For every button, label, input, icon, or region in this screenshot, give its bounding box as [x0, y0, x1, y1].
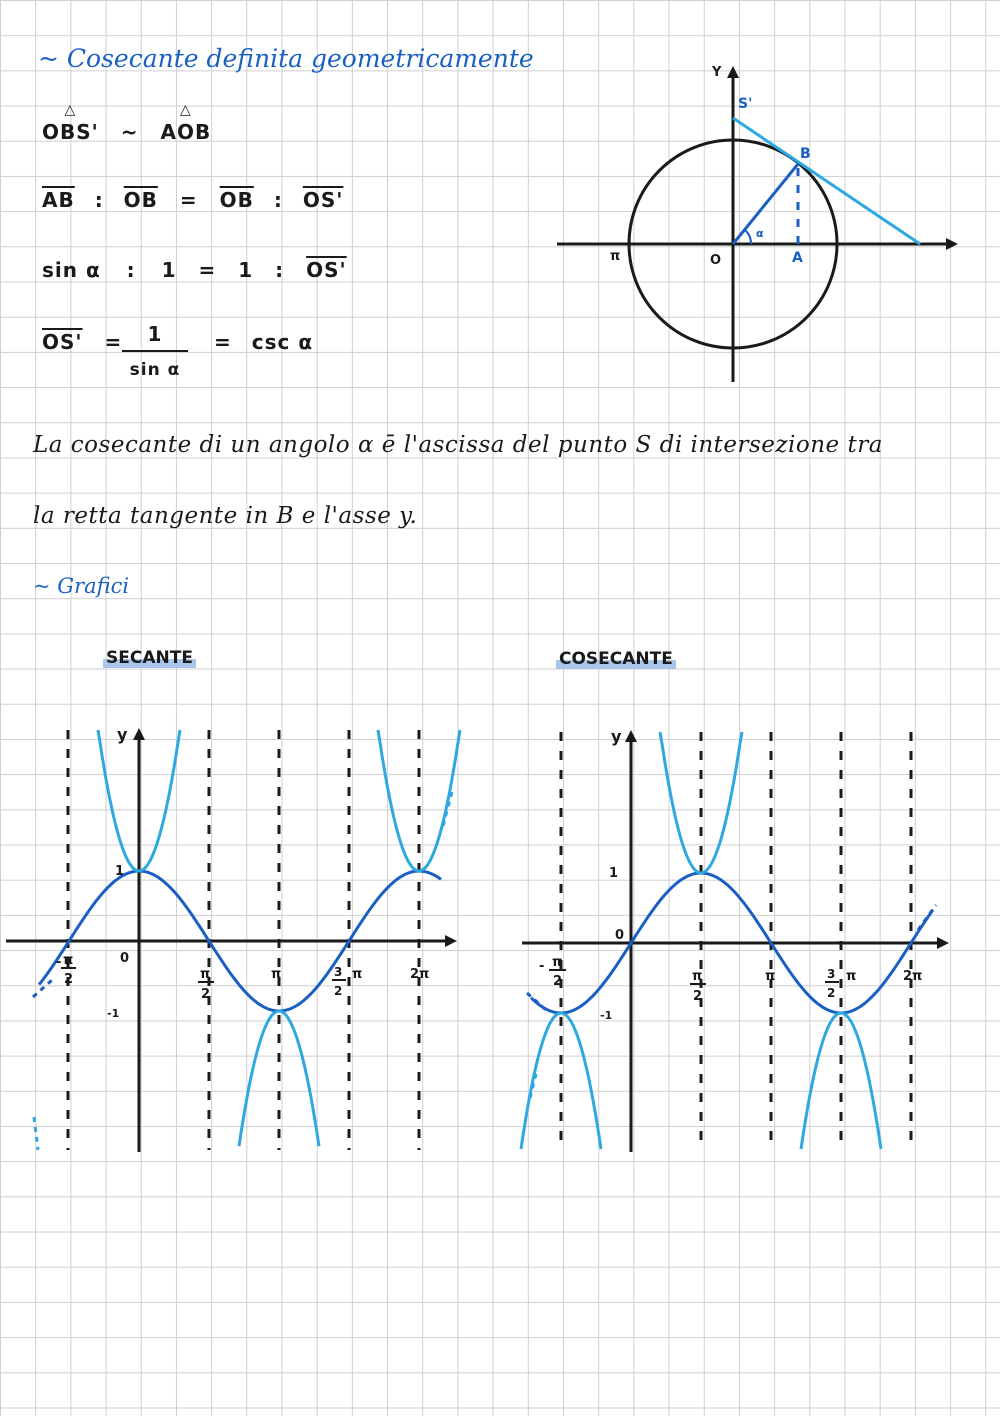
paragraph-line-2: la retta tangente in B e l'asse y.: [33, 503, 418, 529]
asymptotes: [561, 732, 911, 1150]
x-axis-arrow-icon: [937, 937, 949, 949]
numerator-three: 3: [827, 967, 836, 981]
minus-sign: -: [56, 955, 62, 970]
denominator-two: 2: [693, 989, 703, 1004]
label-minus-one: -1: [600, 1009, 613, 1022]
tick-label-two-pi: 2π: [410, 967, 430, 982]
csc-alpha: csc α: [251, 330, 314, 354]
pi-symbol: π: [552, 955, 563, 970]
tilde-bullet: ~: [33, 574, 51, 598]
cosecant-branches: [521, 732, 936, 1149]
label-y: Y: [712, 65, 722, 80]
section-title-text: Grafici: [57, 574, 130, 598]
graph-title-secante: SECANTE: [103, 648, 196, 668]
graph-title-cosecante: COSECANTE: [556, 649, 676, 669]
one-value: 1: [161, 258, 177, 282]
fraction-numerator: 1: [122, 322, 188, 352]
triangle-aob: △ AOB: [160, 120, 211, 144]
label-pi: π: [610, 249, 621, 264]
tick-label-pi-half: [690, 969, 706, 1004]
label-o: O: [710, 253, 722, 268]
denominator-two: 2: [827, 986, 836, 1000]
denominator-two: 2: [553, 974, 563, 989]
segment-os: OS': [42, 330, 83, 354]
equals-sign: =: [198, 258, 217, 282]
denominator-two: 2: [334, 984, 343, 998]
segment-os: OS': [302, 188, 344, 212]
segment-ob: $\overline{OB}$: [123, 188, 158, 212]
label-y: y: [611, 727, 622, 746]
section-title-text: Cosecante definita geometricamente: [66, 44, 534, 73]
similar-symbol: ~: [120, 120, 139, 144]
pi-symbol: π: [352, 967, 363, 982]
equals-sign: =: [214, 330, 232, 354]
tick-label-two-pi: 2π: [903, 969, 923, 984]
paragraph-line-1: La cosecante di un angolo α ē l'ascissa del punto S di intersezione tra: [33, 432, 883, 458]
triangle-obs: △ OBS': [42, 120, 99, 144]
numerator-three: 3: [334, 965, 343, 979]
segment-ab: $\overline{AB}$: [42, 188, 75, 212]
label-s: S': [738, 96, 753, 112]
label-minus-one: -1: [107, 1007, 120, 1020]
denominator-two: 2: [64, 972, 74, 987]
y-axis-arrow-icon: [625, 730, 637, 742]
label-one: 1: [115, 864, 125, 879]
minus-sign: -: [539, 959, 545, 974]
ratio-colon: :: [94, 188, 104, 212]
segment-ob-2: $\overline{OB}$: [219, 188, 254, 212]
tick-label-minus-pi-half: [539, 955, 566, 989]
fraction-denominator: sin α: [129, 360, 181, 380]
label-zero: 0: [615, 928, 625, 943]
label-one: 1: [609, 866, 619, 881]
equals-sign: =: [104, 330, 123, 354]
tilde-bullet: ~: [38, 44, 59, 73]
branch-continuation: [527, 993, 546, 1010]
ratio-colon-2: :: [273, 188, 283, 212]
tick-label-pi: π: [271, 967, 282, 982]
pi-symbol: π: [200, 967, 211, 982]
label-b: B: [800, 146, 811, 162]
label-a: A: [792, 250, 803, 266]
segment-os: OS': [306, 258, 347, 282]
pi-symbol: π: [63, 953, 74, 968]
equals-sign: =: [179, 188, 198, 212]
tick-label-pi: π: [765, 969, 776, 984]
label-y: y: [117, 725, 128, 744]
pi-symbol: π: [846, 969, 857, 984]
denominator-two: 2: [201, 987, 211, 1002]
sin-alpha: sin α: [42, 258, 101, 282]
ratio-colon: :: [126, 258, 136, 282]
label-zero: 0: [120, 951, 130, 966]
label-alpha: α: [756, 227, 764, 240]
one-value-2: 1: [238, 258, 254, 282]
pi-symbol: π: [692, 969, 703, 984]
ratio-colon-2: :: [275, 258, 285, 282]
